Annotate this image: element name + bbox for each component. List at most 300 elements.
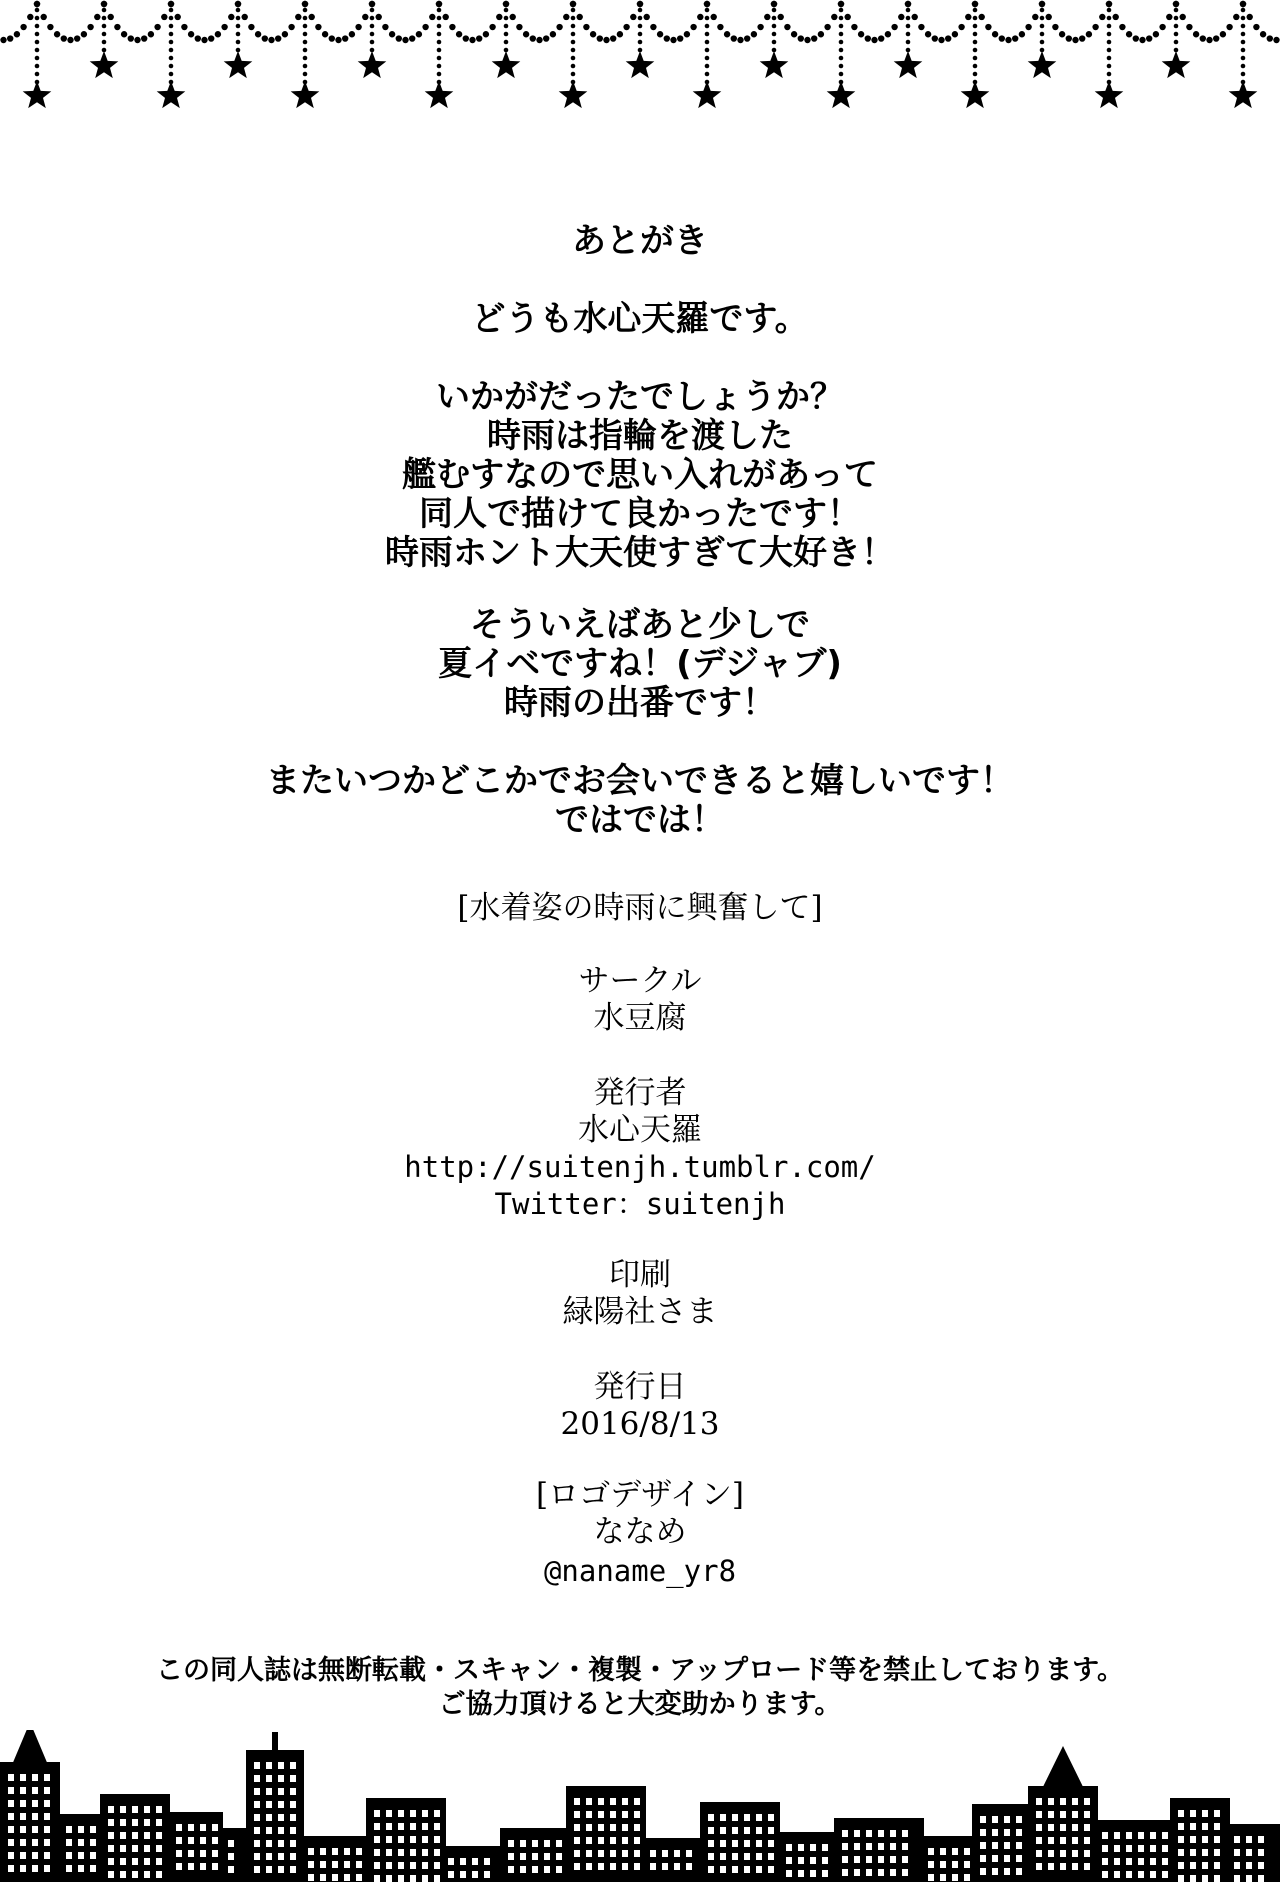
garland-bead	[409, 35, 415, 41]
garland-bead	[711, 14, 717, 20]
building-window	[674, 1850, 680, 1857]
building-window	[44, 1800, 50, 1807]
garland-bead	[831, 14, 837, 20]
garland-bead	[201, 37, 207, 43]
garland-bead	[985, 24, 991, 30]
building-window	[434, 1810, 440, 1817]
garland-bead	[523, 31, 529, 37]
building-window	[1190, 1810, 1196, 1817]
garland-bead	[114, 24, 120, 30]
garland-string-bead	[169, 64, 174, 69]
garland-bead	[623, 24, 629, 30]
building-window	[556, 1853, 562, 1860]
building-window	[266, 1801, 272, 1808]
building-window	[842, 1856, 848, 1863]
garland-bead	[771, 1, 777, 7]
building-window	[634, 1811, 640, 1818]
building-window	[1190, 1823, 1196, 1830]
garland-bead	[195, 35, 201, 41]
garland-string-bead	[571, 32, 576, 37]
building-window	[1178, 1849, 1184, 1856]
building-window	[610, 1811, 616, 1818]
garland-bead	[1206, 37, 1212, 43]
building-window	[1150, 1858, 1156, 1865]
building-window	[650, 1863, 656, 1870]
building-window	[90, 1826, 96, 1833]
building-window	[78, 1852, 84, 1859]
garland-bead	[1226, 24, 1232, 30]
garland-bead	[556, 24, 562, 30]
garland-string-bead	[102, 24, 107, 29]
building-window	[1202, 1823, 1208, 1830]
building-window	[1258, 1862, 1264, 1869]
building-window	[278, 1788, 284, 1795]
garland-bead	[690, 24, 696, 30]
garland-bead	[1260, 31, 1266, 37]
garland-string-bead	[973, 32, 978, 37]
building-window	[1162, 1871, 1168, 1878]
afterword-paragraph-1: いかがだったでしょうか？ 時雨は指輪を渡した 艦むすなので思い入れがあって 同人で描けて良かったです！ 時雨ホント大天使すぎて大好き！	[385, 377, 895, 573]
garland-bead	[1106, 1, 1112, 7]
garland-bead	[784, 24, 790, 30]
building-window	[374, 1810, 380, 1817]
building-window	[686, 1850, 692, 1857]
building-window	[732, 1840, 738, 1847]
garland-string-bead	[303, 48, 308, 53]
garland-bead	[34, 1, 40, 7]
building-window	[720, 1827, 726, 1834]
building-window	[320, 1848, 326, 1855]
building-window	[188, 1863, 194, 1870]
garland-star-icon	[23, 81, 52, 108]
garland-bead	[1253, 24, 1259, 30]
building-window	[156, 1871, 162, 1878]
twitter-handle: Twitter：suitenjh	[494, 1187, 786, 1221]
building-window	[448, 1858, 454, 1865]
building-window	[278, 1827, 284, 1834]
garland-bead	[1039, 1, 1045, 7]
building-window	[866, 1856, 872, 1863]
garland-bead	[603, 37, 609, 43]
garland-bead	[402, 37, 408, 43]
garland-bead	[597, 35, 603, 41]
garland-string-bead	[35, 24, 40, 29]
building-window	[374, 1823, 380, 1830]
garland-bead	[282, 31, 288, 37]
garland-string-bead	[102, 40, 107, 45]
building-window	[212, 1863, 218, 1870]
building-silhouette	[642, 1838, 702, 1882]
garland-string-bead	[1241, 72, 1246, 77]
garland-string-bead	[102, 8, 107, 13]
building-window	[254, 1840, 260, 1847]
building-window	[756, 1814, 762, 1821]
building-window	[508, 1853, 514, 1860]
garland-bead	[932, 35, 938, 41]
garland-string-bead	[370, 16, 375, 21]
building-window	[598, 1863, 604, 1870]
building-window	[188, 1850, 194, 1857]
building-window	[320, 1861, 326, 1868]
building-window	[132, 1832, 138, 1839]
garland-string-bead	[973, 24, 978, 29]
building-window	[78, 1826, 84, 1833]
garland-bead	[382, 24, 388, 30]
building-window	[1114, 1858, 1120, 1865]
garland-string-bead	[1040, 32, 1045, 37]
garland-bead	[798, 35, 804, 41]
building-window	[20, 1774, 26, 1781]
garland-bead	[824, 24, 830, 30]
garland-bead	[443, 14, 449, 20]
building-window	[798, 1844, 804, 1851]
date-info	[0, 1369, 1280, 1443]
garland-bead	[288, 24, 294, 30]
building-window	[188, 1824, 194, 1831]
building-window	[320, 1874, 326, 1881]
garland-bead	[101, 1, 107, 7]
garland-bead	[630, 14, 636, 20]
garland-bead	[945, 35, 951, 41]
building-window	[952, 1861, 958, 1868]
building-window	[20, 1800, 26, 1807]
garland-star-icon	[358, 51, 387, 78]
building-window	[598, 1798, 604, 1805]
garland-string-bead	[1107, 72, 1112, 77]
garland-bead	[168, 1, 174, 7]
garland-string-bead	[35, 72, 40, 77]
garland-string-bead	[370, 32, 375, 37]
garland-bead	[7, 35, 13, 41]
building-window	[1060, 1824, 1066, 1831]
building-window	[810, 1870, 816, 1877]
building-window	[410, 1875, 416, 1882]
building-window	[212, 1824, 218, 1831]
garland-bead	[838, 1, 844, 7]
building-window	[1072, 1824, 1078, 1831]
building-window	[598, 1811, 604, 1818]
garland-bead	[322, 31, 328, 37]
building-spire	[1043, 1746, 1082, 1786]
building-window	[1234, 1849, 1240, 1856]
building-window	[176, 1837, 182, 1844]
building-window	[398, 1862, 404, 1869]
garland-string-bead	[839, 32, 844, 37]
garland-string-bead	[1241, 16, 1246, 21]
garland-string-bead	[303, 40, 308, 45]
garland-bead	[41, 14, 47, 20]
garland-bead	[677, 35, 683, 41]
garland-string-bead	[906, 16, 911, 21]
building-window	[1214, 1836, 1220, 1843]
building-window	[290, 1801, 296, 1808]
garland-bead	[489, 24, 495, 30]
garland-bead	[1025, 24, 1031, 30]
building-window	[20, 1787, 26, 1794]
building-window	[1202, 1810, 1208, 1817]
garland-star-icon	[1095, 81, 1124, 108]
building-window	[686, 1863, 692, 1870]
building-window	[266, 1788, 272, 1795]
building-window	[290, 1853, 296, 1860]
garland-string-bead	[370, 40, 375, 45]
garland-string-bead	[102, 32, 107, 37]
garland-string-bead	[303, 24, 308, 29]
building-window	[8, 1865, 14, 1872]
building-window	[290, 1788, 296, 1795]
building-window	[786, 1870, 792, 1877]
logo-design-info	[0, 1477, 1280, 1551]
garland-bead	[1213, 35, 1219, 41]
building-window	[732, 1853, 738, 1860]
building-window	[1036, 1850, 1042, 1857]
building-window	[132, 1819, 138, 1826]
building-window	[992, 1816, 998, 1823]
garland-bead	[563, 14, 569, 20]
building-window	[532, 1840, 538, 1847]
building-window	[574, 1824, 580, 1831]
building-window	[798, 1857, 804, 1864]
building-window	[980, 1829, 986, 1836]
garland-bead	[469, 37, 475, 43]
garland-bead	[657, 31, 663, 37]
building-window	[756, 1840, 762, 1847]
building-window	[992, 1829, 998, 1836]
building-window	[708, 1814, 714, 1821]
building-window	[434, 1875, 440, 1882]
garland-bead	[141, 35, 147, 41]
building-window	[422, 1875, 428, 1882]
garland-bead	[778, 14, 784, 20]
building-window	[120, 1819, 126, 1826]
garland-bead	[550, 31, 556, 37]
garland-string-bead	[35, 56, 40, 61]
garland-string-bead	[973, 56, 978, 61]
garland-string-bead	[705, 40, 710, 45]
garland-bead	[925, 31, 931, 37]
garland-star-icon	[157, 81, 186, 108]
building-window	[144, 1845, 150, 1852]
garland-string-bead	[973, 72, 978, 77]
building-window	[1114, 1845, 1120, 1852]
building-window	[188, 1837, 194, 1844]
date-label: 発行日	[593, 1369, 687, 1405]
building-window	[66, 1826, 72, 1833]
building-window	[1102, 1832, 1108, 1839]
garland-bead	[1153, 31, 1159, 37]
building-window	[902, 1843, 908, 1850]
garland-string-bead	[705, 64, 710, 69]
garland-string-bead	[437, 48, 442, 53]
garland-star-icon	[1162, 51, 1191, 78]
garland-bead	[355, 24, 361, 30]
garland-string-bead	[370, 8, 375, 13]
printer-info	[0, 1257, 1280, 1331]
garland-bead	[952, 31, 958, 37]
garland-string-bead	[638, 8, 643, 13]
building-window	[356, 1861, 362, 1868]
building-window	[810, 1857, 816, 1864]
garland-bead	[543, 35, 549, 41]
building-window	[374, 1875, 380, 1882]
garland-string-bead	[839, 48, 844, 53]
garland-bead	[804, 37, 810, 43]
building-window	[8, 1813, 14, 1820]
garland-bead	[275, 35, 281, 41]
building-window	[544, 1866, 550, 1873]
building-window	[460, 1871, 466, 1878]
building-window	[32, 1865, 38, 1872]
building-window	[744, 1840, 750, 1847]
building-window	[8, 1787, 14, 1794]
garland-bead	[349, 31, 355, 37]
garland-star-icon	[760, 51, 789, 78]
building-window	[878, 1843, 884, 1850]
building-window	[992, 1842, 998, 1849]
garland-bead	[309, 14, 315, 20]
garland-string-bead	[571, 24, 576, 29]
building-window	[732, 1866, 738, 1873]
garland-bead	[570, 1, 576, 7]
garland-bead	[1072, 37, 1078, 43]
garland-bead	[851, 24, 857, 30]
building-window	[398, 1849, 404, 1856]
building-window	[1214, 1810, 1220, 1817]
building-window	[1178, 1823, 1184, 1830]
garland-bead	[697, 14, 703, 20]
building-window	[422, 1836, 428, 1843]
garland-string-bead	[169, 72, 174, 77]
building-window	[720, 1814, 726, 1821]
garland-bead	[536, 37, 542, 43]
book-title: [水着姿の時雨に興奮して]	[457, 890, 823, 926]
building-window	[586, 1863, 592, 1870]
building-window	[1190, 1849, 1196, 1856]
building-window	[556, 1840, 562, 1847]
building-window	[744, 1814, 750, 1821]
building-window	[278, 1762, 284, 1769]
garland-star-icon	[291, 81, 320, 108]
building-window	[508, 1866, 514, 1873]
building-window	[278, 1814, 284, 1821]
publisher-name: 水心天羅	[578, 1112, 702, 1148]
building-window	[290, 1840, 296, 1847]
building-window	[120, 1858, 126, 1865]
building-window	[212, 1850, 218, 1857]
building-window	[290, 1775, 296, 1782]
building-window	[556, 1866, 562, 1873]
garland-string-bead	[772, 24, 777, 29]
building-window	[1126, 1845, 1132, 1852]
building-window	[1084, 1798, 1090, 1805]
garland-bead	[94, 14, 100, 20]
building-window	[8, 1800, 14, 1807]
building-window	[1048, 1811, 1054, 1818]
building-window	[410, 1862, 416, 1869]
garland-string-bead	[638, 32, 643, 37]
building-window	[410, 1849, 416, 1856]
building-window	[1048, 1863, 1054, 1870]
building-window	[902, 1830, 908, 1837]
building-window	[90, 1852, 96, 1859]
garland-bead	[650, 24, 656, 30]
building-window	[586, 1798, 592, 1805]
garland-bead	[530, 35, 536, 41]
garland-bead	[583, 24, 589, 30]
garland-string-bead	[571, 56, 576, 61]
building-window	[1036, 1811, 1042, 1818]
garland-star-icon	[224, 51, 253, 78]
building-window	[928, 1874, 934, 1881]
building-window	[1036, 1863, 1042, 1870]
building-window	[144, 1806, 150, 1813]
building-window	[20, 1865, 26, 1872]
building-window	[756, 1827, 762, 1834]
publisher-label: 発行者	[593, 1075, 687, 1111]
building-window	[508, 1840, 514, 1847]
building-window	[266, 1866, 272, 1873]
building-window	[622, 1863, 628, 1870]
building-window	[374, 1862, 380, 1869]
building-window	[708, 1866, 714, 1873]
garland-bead	[255, 31, 261, 37]
garland-bead	[737, 37, 743, 43]
building-window	[940, 1861, 946, 1868]
building-window	[254, 1827, 260, 1834]
building-window	[574, 1863, 580, 1870]
building-window	[1234, 1875, 1240, 1882]
building-window	[622, 1837, 628, 1844]
building-window	[586, 1824, 592, 1831]
garland-string-bead	[236, 24, 241, 29]
garland-bead	[1012, 35, 1018, 41]
garland-string-bead	[705, 56, 710, 61]
garland-bead	[0, 37, 6, 43]
website-link[interactable]: http://suitenjh.tumblr.com/	[404, 1150, 876, 1184]
garland-bead	[1159, 24, 1165, 30]
garland-string-bead	[504, 24, 509, 29]
building-window	[1004, 1855, 1010, 1862]
building-window	[460, 1858, 466, 1865]
garland-bead	[54, 31, 60, 37]
garland-string-bead	[705, 16, 710, 21]
garland-string-bead	[906, 40, 911, 45]
garland-bead	[1126, 31, 1132, 37]
building-window	[1048, 1837, 1054, 1844]
garland-string-bead	[35, 32, 40, 37]
building-window	[156, 1832, 162, 1839]
building-window	[344, 1848, 350, 1855]
garland-bead	[335, 37, 341, 43]
building-window	[266, 1775, 272, 1782]
building-window	[1084, 1850, 1090, 1857]
garland-bead	[670, 37, 676, 43]
garland-string-bead	[1107, 40, 1112, 45]
building-window	[732, 1827, 738, 1834]
building-window	[434, 1849, 440, 1856]
garland-bead	[918, 24, 924, 30]
garland-bead	[429, 14, 435, 20]
building-window	[398, 1836, 404, 1843]
afterword-paragraph-3: またいつかどこかでお会いできると嬉しいです！ ではでは！	[266, 761, 1014, 840]
garland-string-bead	[236, 40, 241, 45]
building-window	[1258, 1849, 1264, 1856]
building-window	[290, 1827, 296, 1834]
building-window	[266, 1827, 272, 1834]
building-window	[798, 1870, 804, 1877]
building-window	[156, 1845, 162, 1852]
building-window	[544, 1840, 550, 1847]
